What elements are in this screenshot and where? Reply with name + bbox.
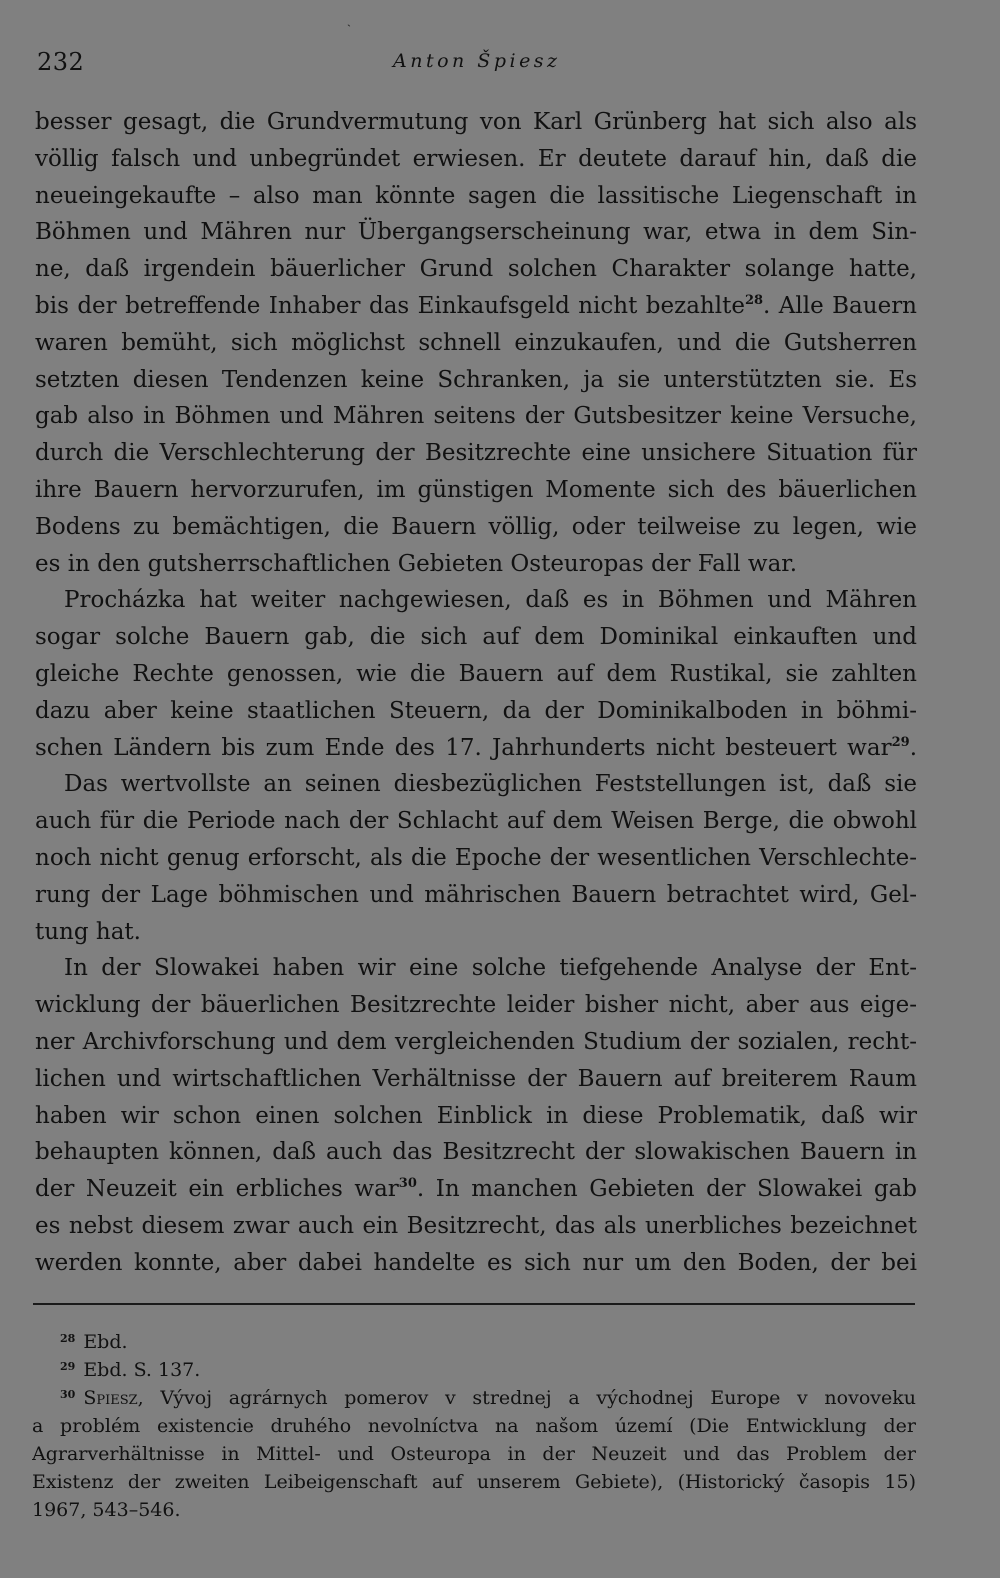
- text-line-continuation: .: [909, 734, 917, 761]
- text-line: [35, 693, 917, 730]
- text-line-continuation: . In manchen Gebieten der Slowakei gab: [416, 1176, 917, 1203]
- text-line: [35, 950, 917, 987]
- text-line-content: werden konnte, aber dabei handelte es sich nur um den Boden, der bei: [35, 1249, 917, 1276]
- text-line: [35, 619, 917, 656]
- text-line: [35, 656, 917, 693]
- text-line: [35, 1134, 917, 1171]
- text-line-content: behaupten können, daß auch das Besitzrecht der slowakischen Bauern in: [35, 1139, 917, 1166]
- text-line-content: Procházka hat weiter nachgewiesen, daß es in Böhmen und Mähren: [64, 587, 917, 614]
- footnote-line: [32, 1468, 916, 1496]
- text-line: [35, 987, 917, 1024]
- text-line: [35, 766, 917, 803]
- text-line-content: es in den gutsherrschaftlichen Gebieten Osteuropas der Fall war.: [35, 550, 798, 577]
- text-line: [35, 362, 917, 399]
- text-line-content: tung hat.: [35, 918, 141, 945]
- running-head: Anton Špiesz: [393, 50, 561, 72]
- footnote-text: Ebd. S. 137.: [83, 1359, 201, 1381]
- text-line: [35, 325, 917, 362]
- text-line-content: bis der betreffende Inhaber das Einkaufsgeld nicht bezahlte: [35, 292, 745, 319]
- text-line-content: der Neuzeit ein erbliches war: [35, 1176, 399, 1203]
- text-line-content: völlig falsch und unbegründet erwiesen. Er deutete darauf hin, daß die: [35, 145, 917, 172]
- text-line-content: haben wir schon einen solchen Einblick in diese Problematik, daß wir: [35, 1102, 917, 1129]
- footnote-line: [32, 1328, 916, 1356]
- footnote-line: [32, 1440, 916, 1468]
- footnote-separator: [33, 1303, 915, 1305]
- text-line: [35, 178, 917, 215]
- text-line: [35, 1061, 917, 1098]
- text-line-content: lichen und wirtschaftlichen Verhältnisse der Bauern auf breiterem Raum: [35, 1065, 917, 1092]
- text-line-content: gleiche Rechte genossen, wie die Bauern auf dem Rustikal, sie zahlten: [35, 660, 917, 687]
- text-line: [35, 472, 917, 509]
- text-line: [35, 1098, 917, 1135]
- text-line-content: In der Slowakei haben wir eine solche tiefgehende Analyse der Ent-: [64, 955, 917, 982]
- text-line: [35, 398, 917, 435]
- footnote-reference: 29: [891, 734, 910, 750]
- text-line-content: wicklung der bäuerlichen Besitzrechte leider bisher nicht, aber aus eige-: [35, 992, 917, 1019]
- page-header: [37, 48, 917, 84]
- text-line: [35, 1245, 917, 1282]
- text-line-content: gab also in Böhmen und Mähren seitens der Gutsbesitzer keine Versuche,: [35, 403, 917, 430]
- text-line-content: waren bemüht, sich möglichst schnell einzukaufen, und die Gutsherren: [35, 329, 917, 356]
- footnote-number: 30: [60, 1388, 76, 1401]
- text-line-content: besser gesagt, die Grundvermutung von Karl Grünberg hat sich also als: [35, 109, 917, 135]
- main-text: [35, 104, 917, 1282]
- text-line-content: dazu aber keine staatlichen Steuern, da der Dominikalboden in böhmi-: [35, 697, 917, 724]
- footnote-text: 1967, 543–546.: [32, 1499, 181, 1521]
- text-line: [35, 1171, 917, 1208]
- text-line-content: Bodens zu bemächtigen, die Bauern völlig, oder teilweise zu legen, wie: [35, 513, 917, 540]
- footnote-text: , Vývoj agrárnych pomerov v strednej a východnej Europe v novoveku: [137, 1387, 916, 1409]
- text-line: [35, 730, 917, 767]
- footnote-line: [32, 1356, 916, 1384]
- footnote-text: a problém existencie druhého nevolníctva na našom území (Die Entwicklung der: [32, 1415, 916, 1437]
- footnotes: [32, 1328, 916, 1524]
- text-line: [35, 1024, 917, 1061]
- text-line-continuation: . Alle Bauern: [763, 292, 917, 319]
- footnote-reference: 30: [398, 1176, 417, 1192]
- footnote-text: Ebd.: [83, 1331, 128, 1353]
- text-line-content: sogar solche Bauern gab, die sich auf dem Dominikal einkauften und: [35, 624, 917, 651]
- text-line: [35, 251, 917, 288]
- text-line: [35, 1208, 917, 1245]
- text-line-content: rung der Lage böhmischen und mährischen Bauern betrachtet wird, Gel-: [35, 881, 917, 908]
- text-line-content: Böhmen und Mähren nur Übergangserscheinung war, etwa in dem Sin-: [35, 219, 917, 246]
- text-line: [35, 840, 917, 877]
- text-line-content: auch für die Periode nach der Schlacht auf dem Weisen Berge, die obwohl: [35, 808, 917, 835]
- footnote-line: [32, 1496, 916, 1524]
- text-line-content: ihre Bauern hervorzurufen, im günstigen Momente sich des bäuerlichen: [35, 476, 917, 503]
- text-line: [35, 803, 917, 840]
- footnote-text: Agrarverhältnisse in Mittel- und Osteuropa in der Neuzeit und das Problem der: [32, 1443, 916, 1465]
- text-line: [35, 546, 917, 583]
- text-line: [35, 877, 917, 914]
- text-line-content: schen Ländern bis zum Ende des 17. Jahrhunderts nicht besteuert war: [35, 734, 892, 761]
- text-line: [35, 288, 917, 325]
- author-name: Spiesz: [83, 1387, 138, 1409]
- text-line-content: noch nicht genug erforscht, als die Epoche der wesentlichen Verschlechte-: [35, 844, 917, 871]
- text-line-content: es nebst diesem zwar auch ein Besitzrecht, das als unerbliches bezeichnet: [35, 1212, 917, 1239]
- text-line: [35, 435, 917, 472]
- scan-mark: ˎ: [347, 13, 351, 27]
- footnote-line: [32, 1384, 916, 1412]
- text-line-content: ne, daß irgendein bäuerlicher Grund solchen Charakter solange hatte,: [35, 256, 917, 283]
- footnote-reference: 28: [744, 292, 764, 308]
- footnote-line: [32, 1412, 916, 1440]
- footnote-number: 28: [60, 1332, 76, 1345]
- footnote-text: Existenz der zweiten Leibeigenschaft auf unserem Gebiete), (Historický časopis 15): [32, 1471, 916, 1493]
- text-line: [35, 104, 917, 141]
- text-line: [35, 141, 917, 178]
- text-line-content: durch die Verschlechterung der Besitzrechte eine unsichere Situation für: [35, 440, 917, 467]
- text-line: [35, 582, 917, 619]
- footnote-number: 29: [60, 1360, 76, 1373]
- text-line-content: neueingekaufte – also man könnte sagen die lassitische Liegenschaft in: [35, 182, 917, 209]
- text-line-content: Das wertvollste an seinen diesbezüglichen Feststellungen ist, daß sie: [64, 771, 917, 798]
- text-line-content: setzten diesen Tendenzen keine Schranken, ja sie unterstützten sie. Es: [35, 366, 917, 393]
- text-line: [35, 509, 917, 546]
- text-line: [35, 214, 917, 251]
- text-line: [35, 914, 917, 951]
- text-line-content: ner Archivforschung und dem vergleichenden Studium der sozialen, recht-: [35, 1028, 917, 1055]
- page-number: 232: [37, 48, 85, 76]
